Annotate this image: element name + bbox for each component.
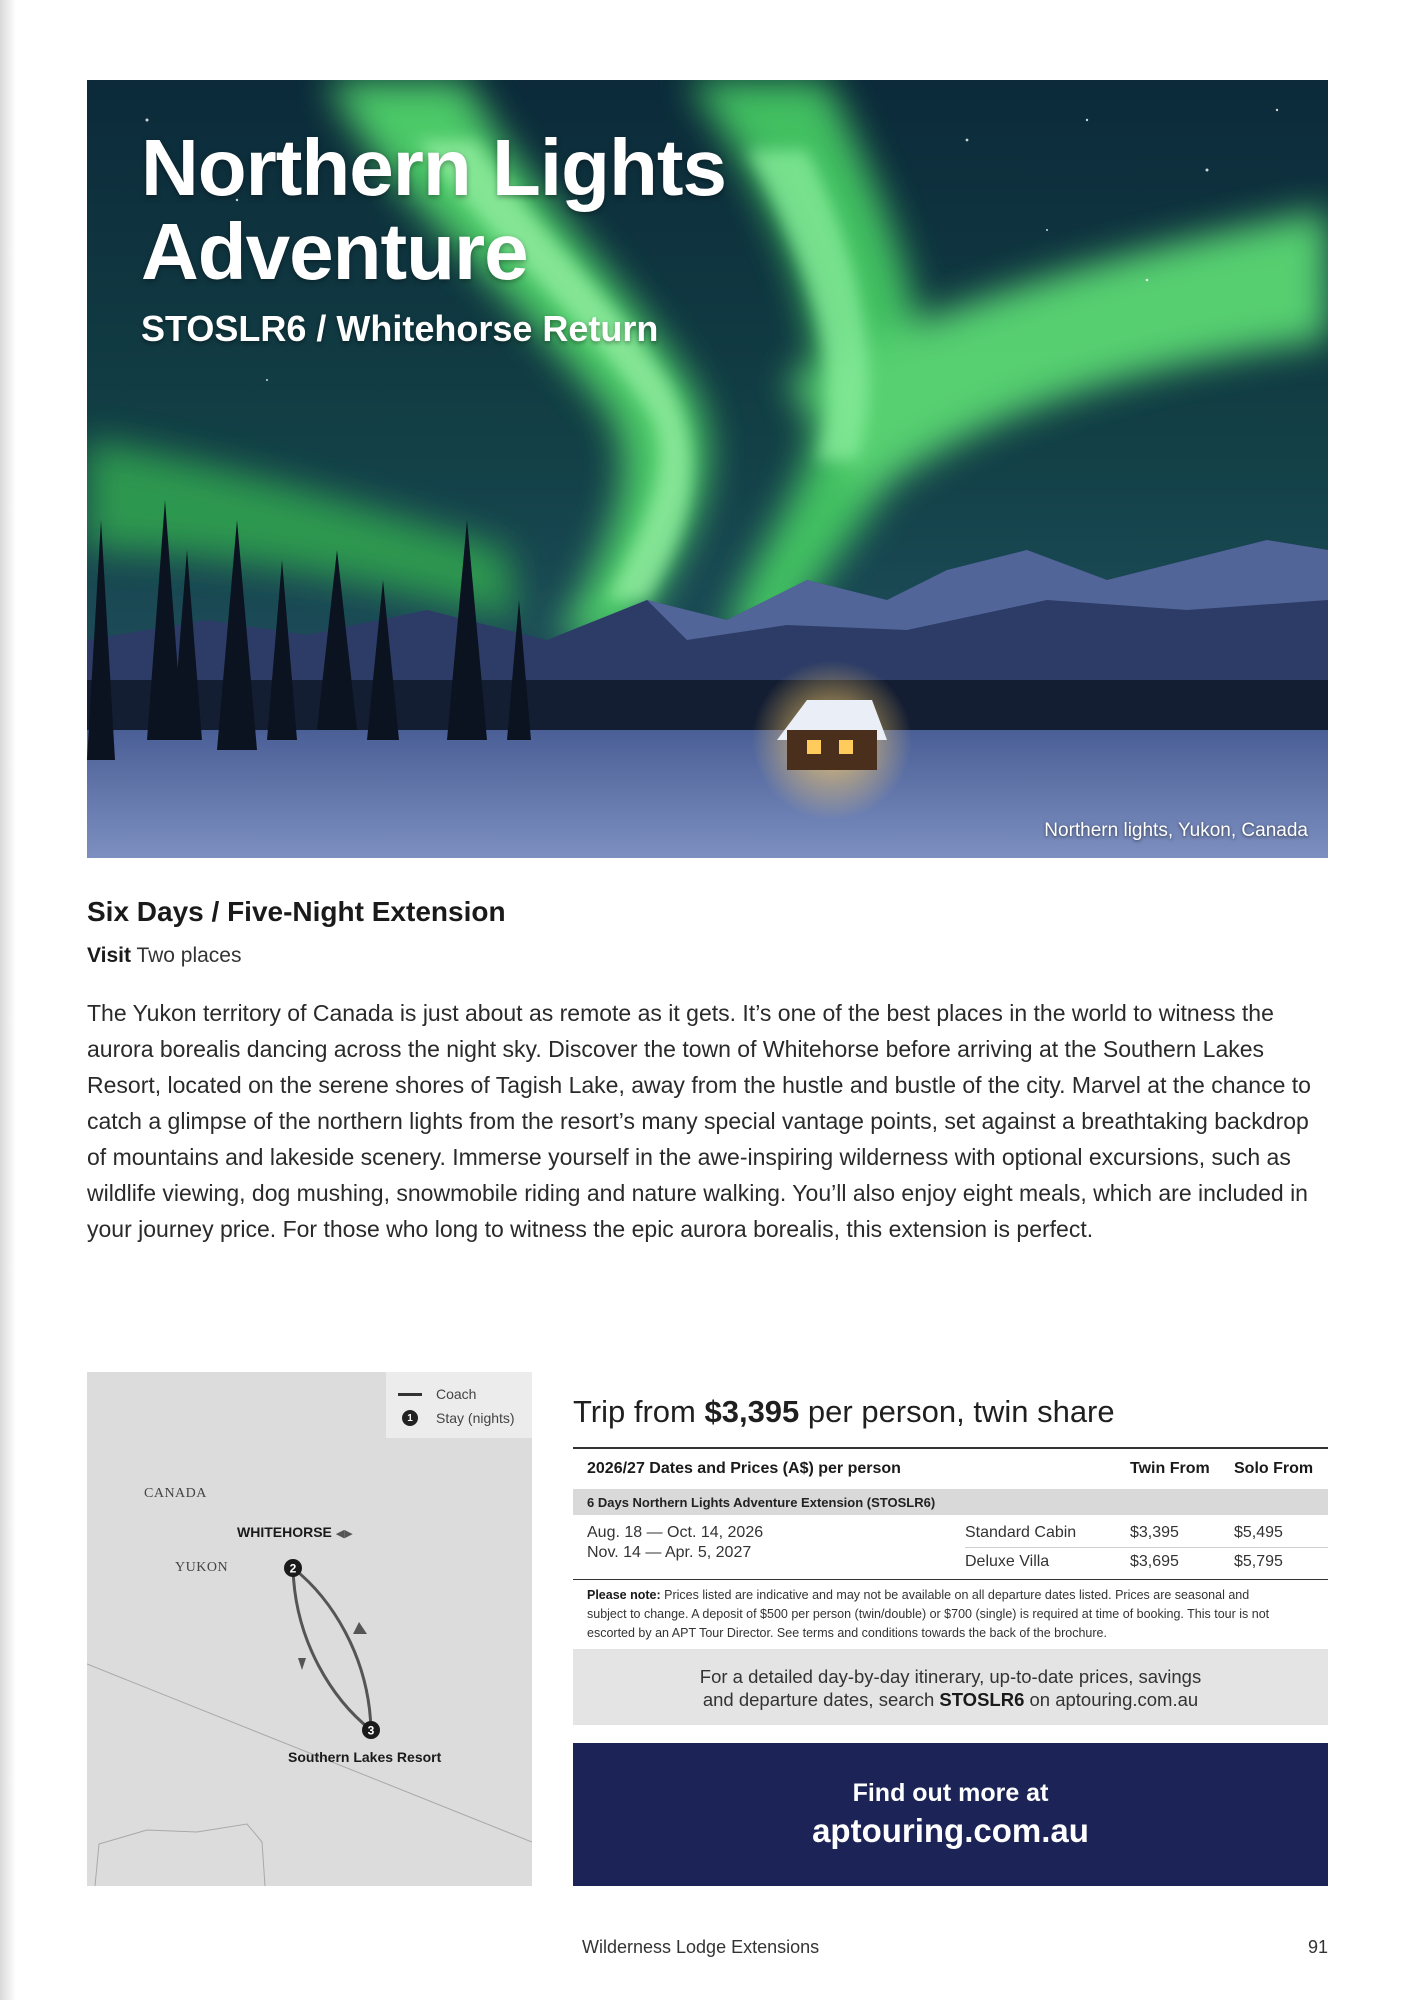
map-place-whitehorse (237, 1524, 353, 1540)
map-place-southern-lakes: Southern Lakes Resort (288, 1749, 442, 1765)
cabin-name: Standard Cabin (965, 1524, 1077, 1541)
photo-caption: Northern lights, Yukon, Canada (1044, 820, 1308, 841)
search-code: STOSLR6 (939, 1689, 1025, 1710)
price-rows (573, 1515, 1328, 1579)
departure-dates (587, 1519, 965, 1575)
visit-line (87, 944, 242, 968)
trip-description: The Yukon territory of Canada is just about as remote as it gets. It’s one of the best places in the world to witness the aurora borealis dancing across the night sky. Discover the town of Whitehorse before arriving at the Southern Lakes Resort, located on the serene shores of Tagish Lake, away from the hustle and bustle of the city. Marvel at the chance to catch a glimpse of the northern lights from the resort’s many special vantage points, set against a breathtaking backdrop of mountains and lakeside scenery. Immerse yourself in the awe-inspiring wilderness with optional excursions, such as wildlife viewing, dog mushing, snowmobile riding and nature walking. You’ll also enjoy eight meals, which are included in your journey price. For those who long to witness the epic aurora borealis, this extension is perfect. (87, 1000, 1311, 1242)
header-twin: Twin From (1130, 1460, 1210, 1477)
route-line-out (293, 1568, 371, 1730)
cta-line-1: Find out more at (852, 1779, 1049, 1807)
header-solo: Solo From (1234, 1460, 1314, 1477)
cta-website-link[interactable]: aptouring.com.au (812, 1812, 1089, 1849)
search-line-1: For a detailed day-by-day itinerary, up-to-date prices, savings (699, 1666, 1202, 1687)
stay-marker-icon: 1 (402, 1410, 418, 1426)
extension-heading: Six Days / Five-Night Extension (87, 896, 506, 927)
please-note (573, 1580, 1328, 1649)
page-spine-shadow (0, 0, 16, 2000)
hero-title-line-1: Northern Lights (141, 123, 726, 212)
price-table (573, 1447, 1328, 1725)
header-dates: 2026/27 Dates and Prices (A$) per person (587, 1460, 901, 1477)
map-legend (386, 1372, 532, 1438)
hero-title-line-2: Adventure (141, 207, 528, 296)
footer-section-name: Wilderness Lodge Extensions (582, 1937, 820, 1957)
trip-suffix: per person, twin share (799, 1394, 1115, 1429)
solo-price: $5,795 (1234, 1552, 1283, 1570)
coach-line-icon (398, 1393, 422, 1396)
visit-value: Two places (136, 944, 242, 967)
legend-coach-label: Coach (436, 1386, 477, 1402)
table-header (573, 1449, 1328, 1489)
arrive-depart-icon: ◀▶ (335, 1528, 353, 1540)
table-row (965, 1519, 1328, 1547)
hero-title (141, 123, 726, 296)
search-line-2 (573, 1688, 1328, 1711)
solo-price: $5,495 (1234, 1524, 1283, 1541)
legend-stay (398, 1406, 520, 1430)
trip-prefix: Trip from (573, 1394, 705, 1429)
whitehorse-label: WHITEHORSE (237, 1524, 332, 1540)
map-label-canada: CANADA (144, 1486, 207, 1501)
page-number: 91 (1307, 1937, 1328, 1957)
date-range: Aug. 18 — Oct. 14, 2026 (587, 1524, 764, 1541)
hero-image (87, 80, 1328, 858)
trip-price: $3,395 (704, 1394, 800, 1429)
cabin-prices (965, 1519, 1328, 1575)
date-range: Nov. 14 — Apr. 5, 2027 (587, 1544, 752, 1561)
twin-price: $3,395 (1130, 1524, 1179, 1541)
stop-2-number: 3 (367, 1723, 375, 1738)
route-map-drawing (87, 1372, 532, 1886)
trip-from-price (573, 1394, 1115, 1430)
tour-band: 6 Days Northern Lights Adventure Extension (STOSLR6) (573, 1489, 1328, 1515)
legend-coach (398, 1382, 520, 1406)
search-prefix: and departure dates, search (702, 1689, 940, 1710)
table-row (965, 1547, 1328, 1575)
route-map (87, 1372, 532, 1886)
search-info-box (573, 1649, 1328, 1725)
legend-stay-label: Stay (nights) (436, 1410, 515, 1426)
note-label: Please note: (587, 1588, 661, 1602)
stop-1-number: 2 (289, 1561, 297, 1576)
visit-label: Visit (87, 944, 131, 967)
twin-price: $3,695 (1130, 1552, 1179, 1570)
note-text: Prices listed are indicative and may not be available on all departure dates listed. Prices are seasonal and subject to change. A deposit of $500 per person (twin/double) or $700 (single) is required at time of booking. This tour is not escorted by an APT Tour Director. See terms and conditions towards the back of the brochure. (587, 1588, 1270, 1640)
map-label-yukon: YUKON (175, 1560, 229, 1575)
hero-subtitle: STOSLR6 / Whitehorse Return (141, 308, 659, 349)
cabin-name: Deluxe Villa (965, 1552, 1050, 1570)
find-out-more-banner[interactable] (573, 1743, 1328, 1886)
route-line-return (293, 1568, 371, 1730)
search-suffix: on aptouring.com.au (1024, 1689, 1199, 1710)
